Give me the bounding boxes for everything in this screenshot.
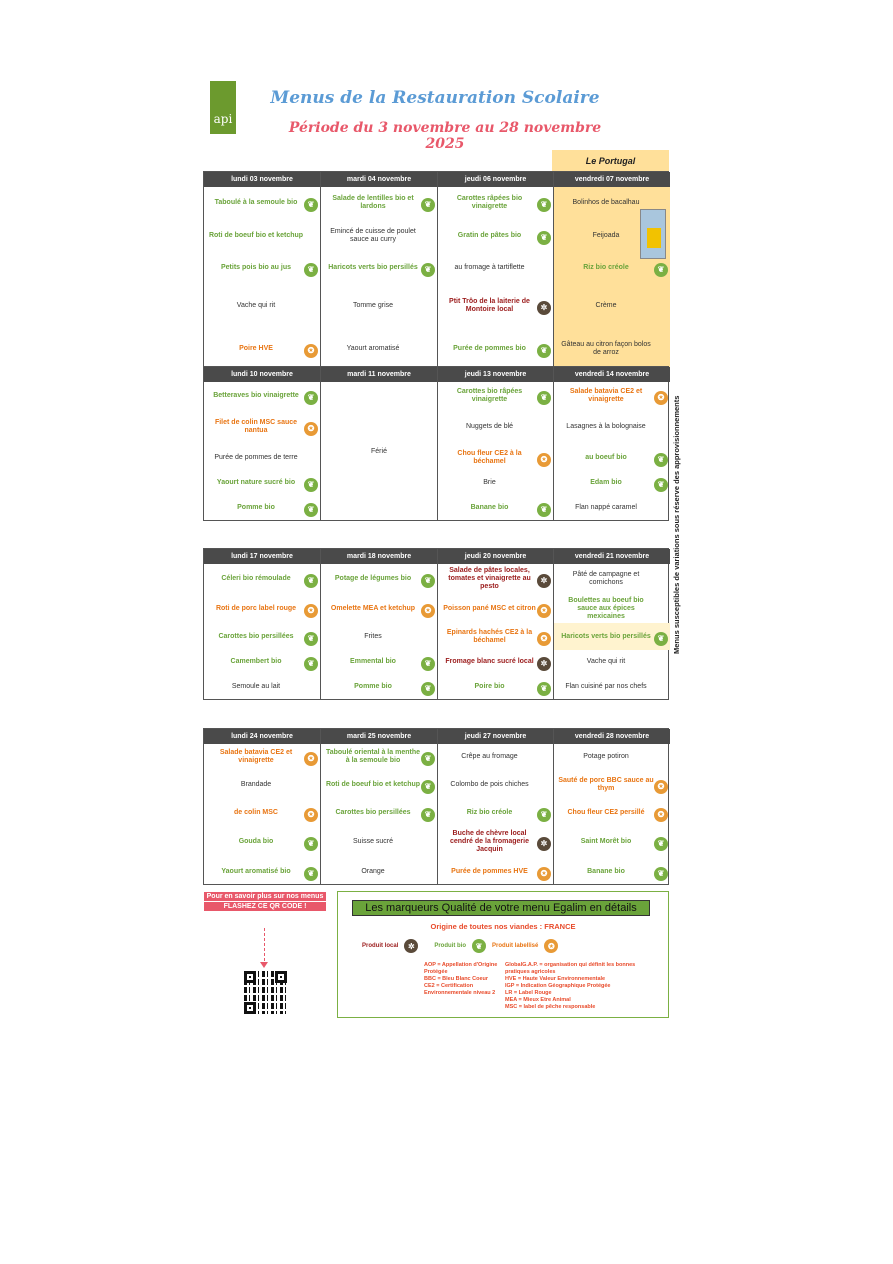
dish-name: Sauté de porc BBC sauce au thym bbox=[558, 776, 654, 792]
dish-name: Poire HVE bbox=[239, 345, 273, 352]
day-header: mardi 18 novembre bbox=[321, 549, 437, 564]
leaf-icon: ❦ bbox=[421, 808, 435, 822]
dish-name: Haricots verts bio persillés bbox=[328, 264, 418, 271]
api-logo: api bbox=[210, 81, 236, 134]
qr-code[interactable] bbox=[244, 971, 287, 1014]
menu-dish bbox=[438, 470, 553, 495]
menu-dish bbox=[554, 623, 670, 650]
menu-dish bbox=[438, 825, 553, 859]
menu-dish bbox=[438, 564, 553, 594]
day-column bbox=[204, 367, 321, 520]
leaf-icon: ❦ bbox=[304, 574, 318, 588]
menu-dish bbox=[204, 623, 320, 650]
menu-dish bbox=[554, 594, 670, 623]
leaf-icon: ❦ bbox=[654, 837, 668, 851]
rosette-icon: ✪ bbox=[304, 344, 318, 358]
dish-name: de colin MSC bbox=[234, 808, 278, 816]
menu-dish bbox=[321, 564, 437, 594]
dish-name: au fromage à tartiflette bbox=[454, 264, 525, 271]
dish-name: Purée de pommes bio bbox=[453, 345, 526, 352]
dish-name: Riz bio créole bbox=[466, 808, 513, 816]
rosette-icon: ✪ bbox=[654, 808, 668, 822]
day-column bbox=[554, 367, 670, 520]
menu-dish bbox=[438, 800, 553, 825]
dish-name: Epinards hachés CE2 à la béchamel bbox=[446, 628, 533, 644]
menu-dish bbox=[438, 328, 553, 370]
dish-name: Omelette MEA et ketchup bbox=[330, 604, 416, 612]
qr-finder bbox=[244, 1002, 256, 1014]
menu-dish bbox=[204, 594, 320, 623]
legend-label-label: Produit labellisé bbox=[492, 943, 539, 949]
menu-dish bbox=[554, 650, 670, 674]
dish-name: Flan nappé caramel bbox=[575, 503, 637, 511]
dish-name: Lasagnes à la bolognaise bbox=[566, 423, 646, 430]
farm-icon: ✲ bbox=[537, 574, 551, 588]
leaf-icon: ❦ bbox=[304, 391, 318, 405]
menu-dish bbox=[554, 470, 670, 495]
menu-dish bbox=[204, 253, 320, 283]
dish-name: Gouda bio bbox=[238, 838, 274, 845]
day-column bbox=[438, 729, 554, 884]
legend-bio-label: Produit bio bbox=[434, 943, 467, 949]
dish-name: Flan cuisiné par nos chefs bbox=[565, 682, 647, 690]
menu-dish bbox=[438, 382, 553, 409]
legend-markers bbox=[362, 939, 558, 953]
dish-name: Pomme bio bbox=[354, 682, 392, 690]
day-header: mardi 25 novembre bbox=[321, 729, 437, 744]
dish-name: Purée de pommes HVE bbox=[451, 867, 528, 875]
menu-dish bbox=[554, 445, 670, 470]
farm-icon: ✲ bbox=[537, 301, 551, 315]
dish-name: Carottes bio persillées bbox=[335, 808, 411, 816]
qr-caption bbox=[204, 892, 326, 912]
leaf-icon: ❦ bbox=[304, 478, 318, 492]
day-column bbox=[321, 172, 438, 370]
abbreviation-entry: MSC = label de pêche responsable bbox=[505, 1004, 596, 1010]
menu-dish bbox=[321, 744, 437, 769]
holiday-label: Férié bbox=[371, 447, 387, 455]
dish-name: Vache qui rit bbox=[236, 301, 276, 309]
menu-dish bbox=[554, 495, 670, 520]
menu-dish bbox=[321, 253, 437, 283]
leaf-icon: ❦ bbox=[654, 478, 668, 492]
menu-dish bbox=[204, 187, 320, 219]
dish-name: Betteraves bio vinaigrette bbox=[213, 391, 299, 399]
menu-dish bbox=[204, 283, 320, 328]
day-header: mardi 11 novembre bbox=[321, 367, 437, 382]
menu-dish bbox=[438, 769, 553, 800]
dish-name: Petits pois bio au jus bbox=[220, 264, 291, 271]
day-header: mardi 04 novembre bbox=[321, 172, 437, 187]
dish-name: Roti de boeuf bio et ketchup bbox=[208, 232, 304, 239]
day-column bbox=[554, 172, 670, 370]
dish-name: Gratin de pâtes bio bbox=[457, 232, 522, 239]
menu-dish bbox=[438, 253, 553, 283]
leaf-icon: ❦ bbox=[537, 231, 551, 245]
dish-name: Tomme grise bbox=[352, 301, 394, 309]
dish-name: Banane bio bbox=[587, 867, 625, 875]
abbreviation-entry: BBC = Bleu Blanc Coeur bbox=[424, 976, 489, 982]
rosette-icon: ✪ bbox=[537, 867, 551, 881]
menu-dish bbox=[438, 623, 553, 650]
rosette-icon: ✪ bbox=[304, 808, 318, 822]
leaf-icon: ❦ bbox=[304, 657, 318, 671]
abbreviation-entry: GlobalG.A.P. = organisation qui définit les bonnes pratiques agricoles bbox=[505, 962, 636, 975]
legend-local-label: Produit local bbox=[362, 943, 399, 949]
dish-name: Saint Morêt bio bbox=[580, 838, 632, 845]
menu-dish bbox=[438, 674, 553, 699]
menu-dish bbox=[321, 187, 437, 219]
dish-name: Crème bbox=[595, 301, 617, 309]
arrow-line bbox=[264, 928, 265, 966]
leaf-icon: ❦ bbox=[537, 503, 551, 517]
menu-dish bbox=[204, 825, 320, 859]
day-column bbox=[438, 367, 554, 520]
legend-origin: Origine de toutes nos viandes : FRANCE bbox=[430, 922, 576, 931]
menu-dish bbox=[438, 187, 553, 219]
menu-dish bbox=[204, 328, 320, 370]
dish-name: Haricots verts bio persillés bbox=[561, 632, 651, 640]
day-column bbox=[554, 549, 670, 699]
dish-name: au boeuf bio bbox=[585, 453, 627, 461]
menu-dish bbox=[554, 825, 670, 859]
dish-name: Yaourt nature sucré bio bbox=[216, 478, 296, 486]
dish-name: Chou fleur CE2 à la béchamel bbox=[457, 449, 522, 465]
menu-dish bbox=[438, 283, 553, 328]
dish-name: Roti de porc label rouge bbox=[215, 604, 297, 612]
dish-name: Yaourt aromatisé bbox=[346, 345, 400, 352]
dish-name: Feijoada bbox=[592, 232, 620, 239]
leaf-icon: ❦ bbox=[304, 632, 318, 646]
farm-icon: ✲ bbox=[537, 657, 551, 671]
leaf-icon: ❦ bbox=[304, 263, 318, 277]
dish-name: Buche de chèvre local cendré de la fromagerie Jacquin bbox=[450, 830, 529, 853]
dish-name: Pâté de campagne et cornichons bbox=[572, 571, 640, 586]
menu-dish bbox=[554, 744, 670, 769]
dish-name: Edam bio bbox=[590, 478, 622, 486]
menu-dish bbox=[438, 859, 553, 884]
dish-name: Crêpe au fromage bbox=[461, 752, 518, 760]
leaf-icon: ❦ bbox=[304, 867, 318, 881]
page-subtitle: Période du 3 novembre au 28 novembre 2025 bbox=[288, 120, 602, 152]
leaf-icon: ❦ bbox=[654, 453, 668, 467]
menu-dish bbox=[204, 859, 320, 884]
arrow-down-icon bbox=[260, 962, 268, 968]
dish-name: Poire bio bbox=[474, 682, 505, 690]
rosette-icon: ✪ bbox=[304, 604, 318, 618]
day-header: vendredi 21 novembre bbox=[554, 549, 670, 564]
day-header: vendredi 14 novembre bbox=[554, 367, 670, 382]
leaf-icon: ❦ bbox=[304, 503, 318, 517]
page-title: Menus de la Restauration Scolaire bbox=[270, 88, 600, 108]
legend-abbr-left bbox=[424, 962, 506, 997]
rosette-icon: ✪ bbox=[544, 939, 558, 953]
day-header: lundi 24 novembre bbox=[204, 729, 320, 744]
menu-dish bbox=[204, 382, 320, 409]
abbreviation-entry: MEA = Mieux Etre Animal bbox=[505, 997, 571, 1003]
day-header: jeudi 13 novembre bbox=[438, 367, 553, 382]
day-header: vendredi 28 novembre bbox=[554, 729, 670, 744]
menu-dish bbox=[204, 409, 320, 445]
menu-dish bbox=[438, 445, 553, 470]
menu-dish bbox=[204, 470, 320, 495]
dish-name: Taboulé à la semoule bio bbox=[214, 199, 298, 206]
dish-name: Céleri bio rémoulade bbox=[221, 575, 291, 582]
menu-dish bbox=[204, 495, 320, 520]
dish-name: Salade batavia CE2 et vinaigrette bbox=[569, 387, 643, 403]
farm-icon: ✲ bbox=[404, 939, 418, 953]
dish-name: Brie bbox=[483, 478, 496, 486]
dish-name: Banane bio bbox=[470, 503, 509, 511]
dish-name: Orange bbox=[361, 867, 385, 875]
dish-name: Purée de pommes de terre bbox=[214, 453, 298, 461]
day-header: lundi 17 novembre bbox=[204, 549, 320, 564]
menu-dish bbox=[321, 800, 437, 825]
dish-name: Camembert bio bbox=[230, 658, 282, 665]
qr-line1: Pour en savoir plus sur nos menus bbox=[204, 892, 326, 901]
week-table bbox=[203, 728, 669, 885]
leaf-icon: ❦ bbox=[421, 752, 435, 766]
dish-name: Salade de lentilles bio et lardons bbox=[332, 195, 414, 210]
dish-name: Gâteau au citron façon bolos de arroz bbox=[561, 341, 651, 356]
dish-name: Salade batavia CE2 et vinaigrette bbox=[219, 748, 293, 764]
dish-name: Riz bio créole bbox=[583, 264, 629, 271]
leaf-icon: ❦ bbox=[304, 837, 318, 851]
dish-name: Roti de boeuf bio et ketchup bbox=[325, 780, 421, 788]
menu-dish bbox=[554, 800, 670, 825]
abbreviation-entry: IGP = Indication Géographique Protégée bbox=[505, 983, 611, 989]
leaf-icon: ❦ bbox=[654, 263, 668, 277]
day-column bbox=[204, 549, 321, 699]
menu-dish bbox=[321, 769, 437, 800]
leaf-icon: ❦ bbox=[654, 632, 668, 646]
day-column bbox=[321, 549, 438, 699]
rosette-icon: ✪ bbox=[304, 752, 318, 766]
day-column bbox=[554, 729, 670, 884]
dish-name: Salade de pâtes locales, tomates et vinaigrette au pesto bbox=[448, 567, 531, 590]
menu-dish bbox=[321, 623, 437, 650]
dish-name: Pomme bio bbox=[237, 503, 275, 511]
day-column bbox=[204, 172, 321, 370]
dish-name: Potage potiron bbox=[583, 752, 629, 760]
dish-name: Chou fleur CE2 persillé bbox=[567, 808, 645, 816]
leaf-icon: ❦ bbox=[421, 682, 435, 696]
dish-name: Ptit Trôo de la laiterie de Montoire local bbox=[449, 297, 530, 313]
dish-name: Frites bbox=[364, 632, 382, 640]
menu-dish bbox=[554, 769, 670, 800]
leaf-icon: ❦ bbox=[537, 808, 551, 822]
dish-name: Poisson pané MSC et citron bbox=[443, 604, 536, 612]
menu-dish bbox=[321, 674, 437, 699]
dish-name: Carottes râpées bio vinaigrette bbox=[456, 195, 523, 210]
menu-dish bbox=[204, 650, 320, 674]
menu-dish bbox=[321, 328, 437, 370]
menu-dish bbox=[321, 219, 437, 253]
menu-dish bbox=[204, 674, 320, 699]
farm-icon: ✲ bbox=[537, 837, 551, 851]
rosette-icon: ✪ bbox=[654, 780, 668, 794]
menu-dish bbox=[438, 219, 553, 253]
leaf-icon: ❦ bbox=[421, 574, 435, 588]
menu-dish bbox=[438, 495, 553, 520]
dish-name: Bolinhos de bacalhau bbox=[572, 199, 640, 206]
abbreviation-entry: CE2 = Certification Environnementale niveau 2 bbox=[424, 983, 496, 996]
qr-finder bbox=[244, 971, 256, 983]
week-table bbox=[203, 366, 669, 521]
menu-dish bbox=[554, 382, 670, 409]
menu-dish bbox=[204, 800, 320, 825]
menu-dish bbox=[438, 650, 553, 674]
legend-title: Les marqueurs Qualité de votre menu Egalim en détails bbox=[352, 900, 650, 916]
rosette-icon: ✪ bbox=[421, 604, 435, 618]
dish-name: Emmental bio bbox=[350, 658, 396, 665]
menu-dish bbox=[204, 744, 320, 769]
menu-dish bbox=[321, 650, 437, 674]
dish-name: Boulettes au boeuf bio sauce aux épices mexicaines bbox=[568, 596, 644, 620]
leaf-icon: ❦ bbox=[421, 263, 435, 277]
rosette-icon: ✪ bbox=[654, 391, 668, 405]
menu-dish bbox=[321, 594, 437, 623]
day-column bbox=[438, 172, 554, 370]
dish-name: Brandade bbox=[240, 780, 272, 788]
leaf-icon: ❦ bbox=[421, 780, 435, 794]
menu-dish bbox=[438, 594, 553, 623]
menu-dish bbox=[554, 328, 670, 370]
menu-dish bbox=[204, 564, 320, 594]
day-header: jeudi 06 novembre bbox=[438, 172, 553, 187]
dish-name: Nuggets de blé bbox=[465, 423, 514, 430]
menu-dish bbox=[554, 409, 670, 445]
rosette-icon: ✪ bbox=[537, 632, 551, 646]
week-table bbox=[203, 548, 669, 700]
leaf-icon: ❦ bbox=[654, 867, 668, 881]
leaf-icon: ❦ bbox=[421, 198, 435, 212]
side-note: Menus susceptibles de variations sous réserve des approvisionnements bbox=[672, 395, 681, 655]
dish-name: Yaourt aromatisé bio bbox=[221, 867, 291, 875]
dish-name: Filet de colin MSC sauce nantua bbox=[214, 419, 298, 434]
leaf-icon: ❦ bbox=[537, 682, 551, 696]
leaf-icon: ❦ bbox=[537, 391, 551, 405]
dish-name: Semoule au lait bbox=[231, 682, 281, 690]
dish-name: Suisse sucré bbox=[352, 838, 394, 845]
leaf-icon: ❦ bbox=[472, 939, 486, 953]
abbreviation-entry: LR = Label Rouge bbox=[505, 990, 552, 996]
abbreviation-entry: AOP = Appellation d'Origine Protégée bbox=[424, 962, 498, 975]
day-column bbox=[438, 549, 554, 699]
qr-finder bbox=[275, 971, 287, 983]
day-column bbox=[321, 729, 438, 884]
menu-dish bbox=[204, 445, 320, 470]
dish-name: Taboulé oriental à la menthe à la semoule bio bbox=[325, 748, 420, 764]
menu-dish bbox=[554, 564, 670, 594]
menu-dish bbox=[321, 825, 437, 859]
abbreviation-entry: HVE = Haute Valeur Environnementale bbox=[505, 976, 606, 982]
leaf-icon: ❦ bbox=[537, 344, 551, 358]
dish-name: Fromage blanc sucré local bbox=[445, 658, 534, 665]
day-header: lundi 03 novembre bbox=[204, 172, 320, 187]
day-column bbox=[204, 729, 321, 884]
week-table bbox=[203, 171, 669, 371]
menu-dish bbox=[554, 674, 670, 699]
menu-dish bbox=[321, 283, 437, 328]
menu-dish bbox=[204, 769, 320, 800]
menu-dish bbox=[204, 219, 320, 253]
day-header: jeudi 27 novembre bbox=[438, 729, 553, 744]
menu-dish bbox=[554, 859, 670, 884]
rosette-icon: ✪ bbox=[537, 453, 551, 467]
rosette-icon: ✪ bbox=[537, 604, 551, 618]
dish-name: Colombo de pois chiches bbox=[450, 780, 529, 788]
day-header: jeudi 20 novembre bbox=[438, 549, 553, 564]
menu-dish bbox=[438, 744, 553, 769]
dish-name: Emincé de cuisse de poulet sauce au curry bbox=[330, 228, 416, 243]
menu-dish bbox=[438, 409, 553, 445]
dish-name: Potage de légumes bio bbox=[334, 575, 412, 582]
legend-box bbox=[337, 891, 669, 1018]
dish-name: Carottes bio râpées vinaigrette bbox=[456, 387, 523, 403]
day-header: vendredi 07 novembre bbox=[554, 172, 670, 187]
leaf-icon: ❦ bbox=[304, 198, 318, 212]
legend-abbr-right bbox=[505, 962, 655, 1011]
theme-label: Le Portugal bbox=[552, 150, 669, 171]
qr-line2: FLASHEZ CE QR CODE ! bbox=[204, 902, 326, 911]
day-header: lundi 10 novembre bbox=[204, 367, 320, 382]
menu-dish bbox=[554, 283, 670, 328]
rosette-icon: ✪ bbox=[304, 422, 318, 436]
leaf-icon: ❦ bbox=[421, 657, 435, 671]
menu-dish bbox=[321, 859, 437, 884]
tram-picture bbox=[640, 209, 666, 259]
dish-name: Vache qui rit bbox=[586, 658, 626, 665]
leaf-icon: ❦ bbox=[537, 198, 551, 212]
day-column bbox=[321, 367, 438, 520]
dish-name: Carottes bio persillées bbox=[218, 632, 294, 640]
